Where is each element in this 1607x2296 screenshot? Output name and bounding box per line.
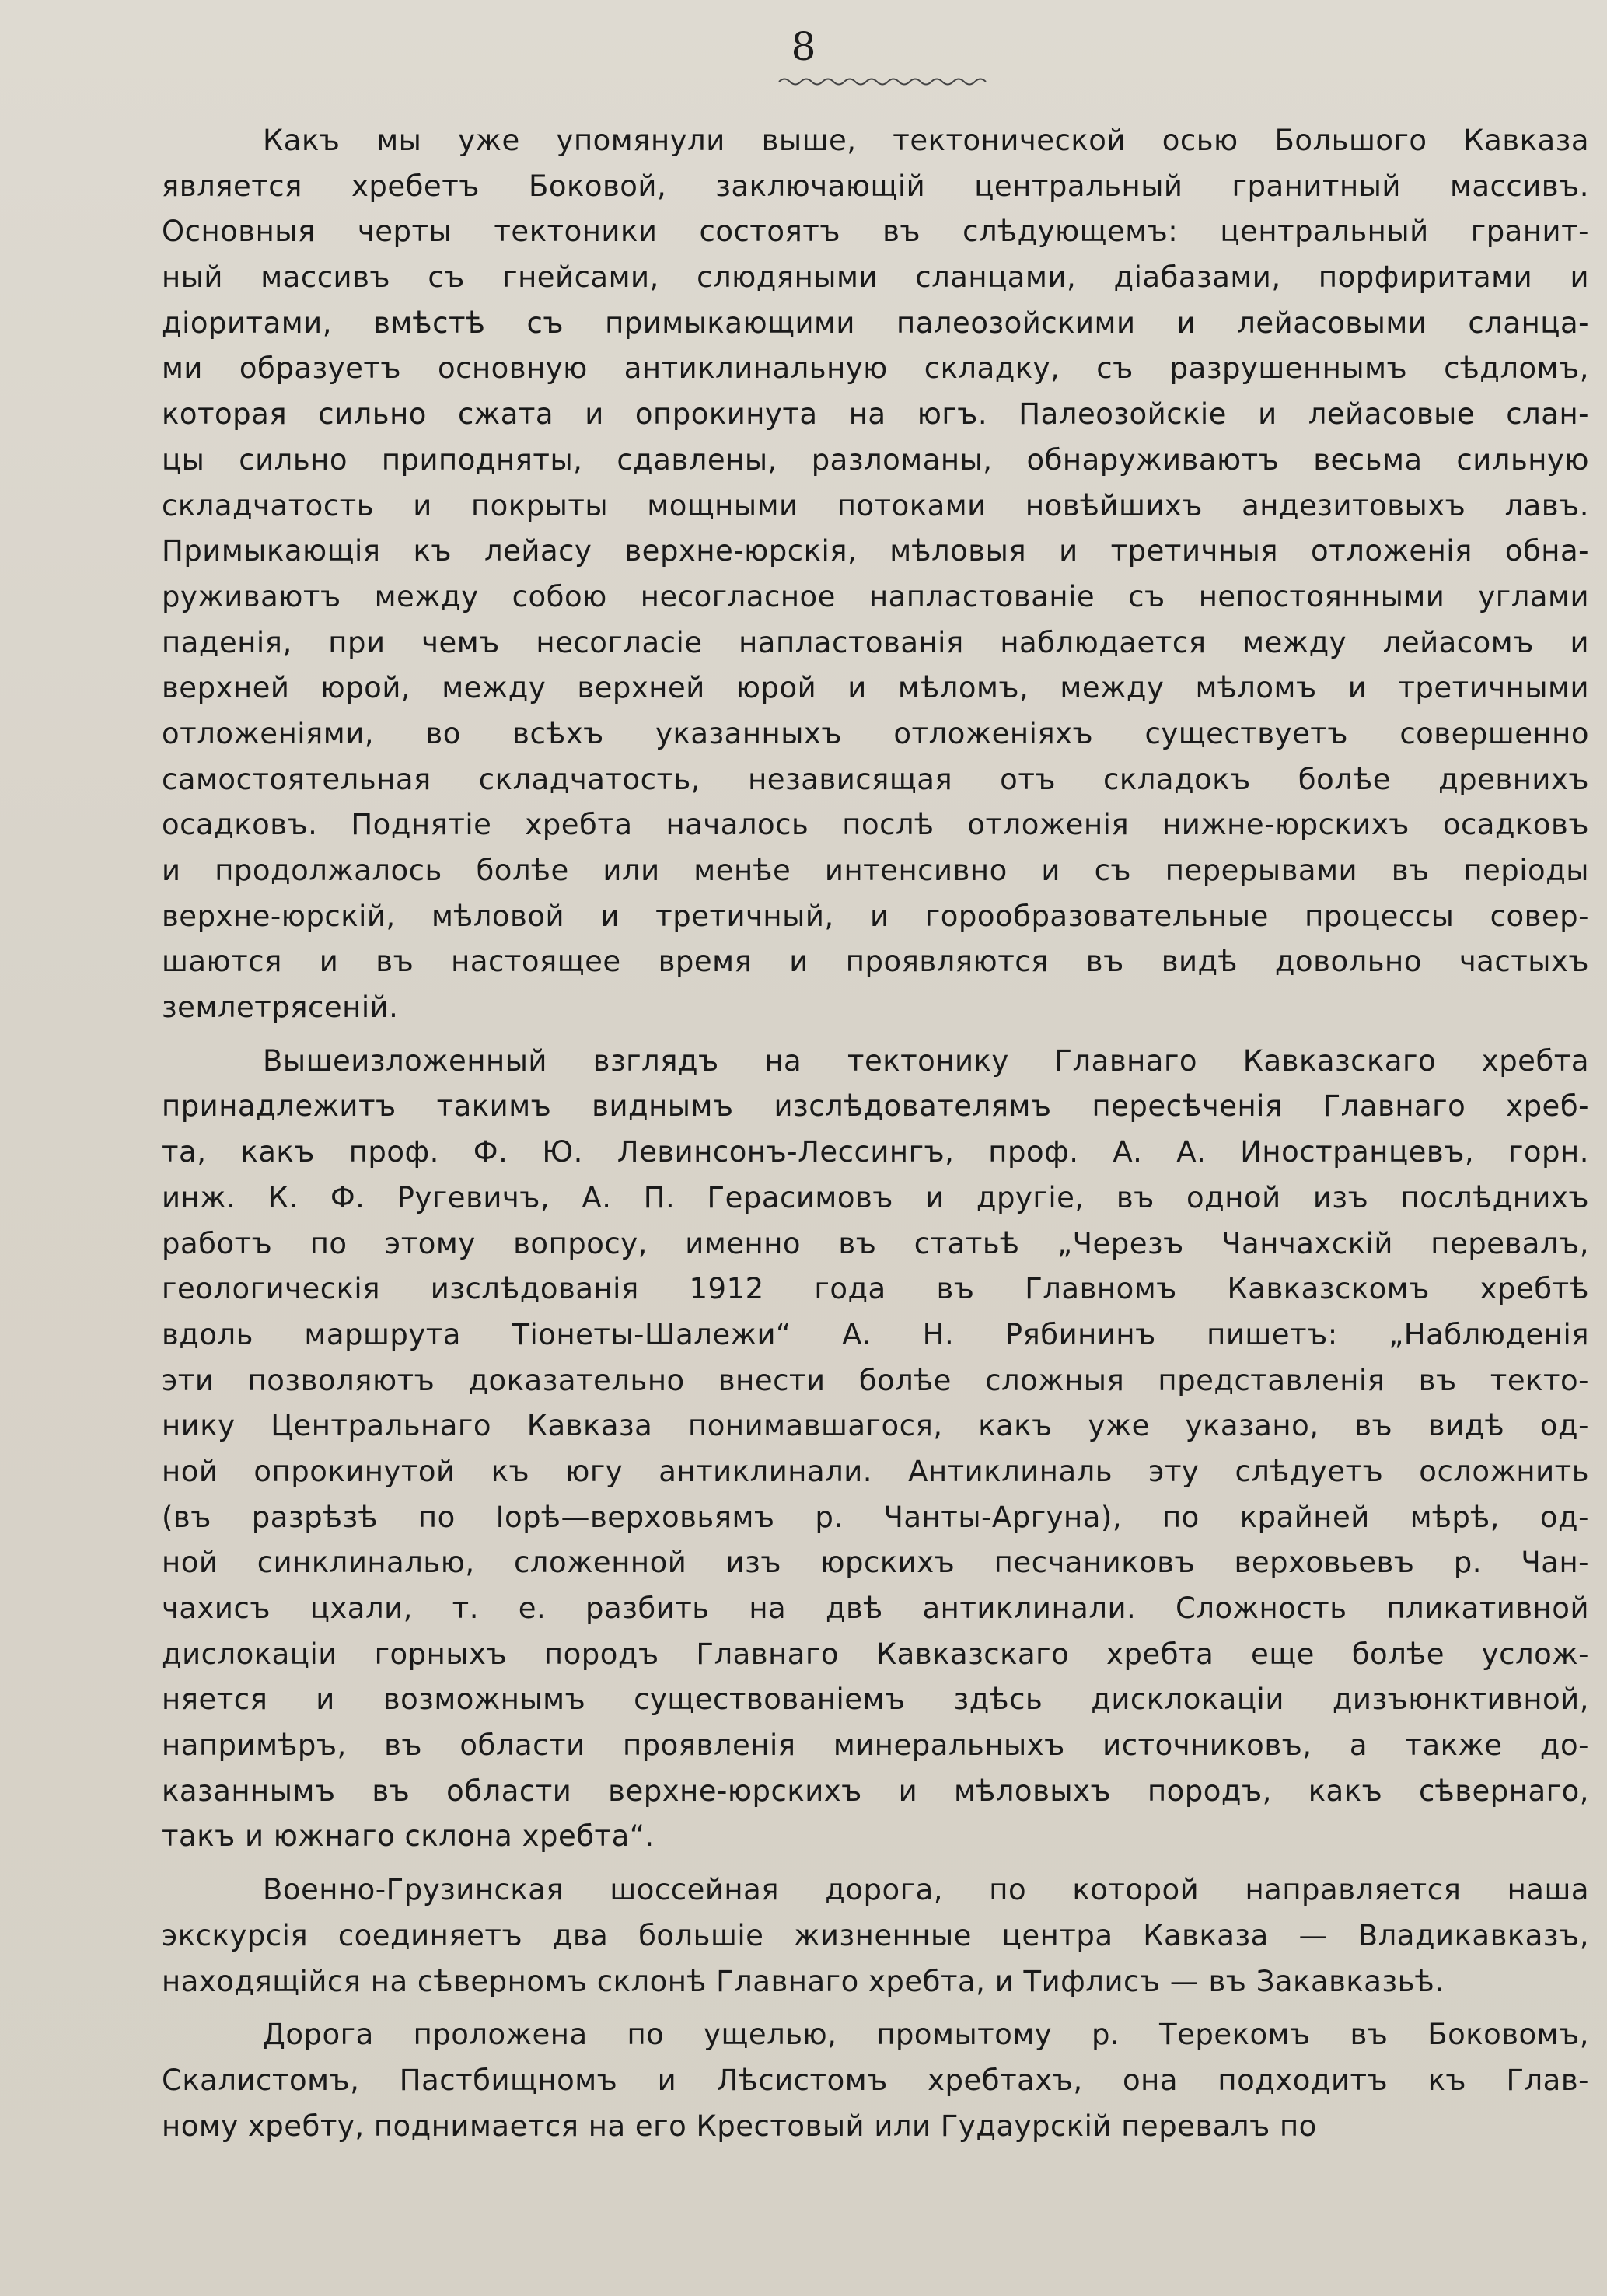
- text-line: такъ и южнаго склона хребта“.: [162, 1819, 655, 1854]
- text-line: ной опрокинутой къ югу антиклинали. Антиклиналь эту слѣдуетъ осложнить: [162, 1454, 1589, 1488]
- text-line: (въ разрѣзѣ по Іорѣ—верховьямъ р. Чанты-Аргуна), по крайней мѣрѣ, од-: [162, 1500, 1589, 1534]
- text-line: Скалистомъ, Пастбищномъ и Лѣсистомъ хребтахъ, она подходитъ къ Глав-: [162, 2063, 1589, 2097]
- text-line: Какъ мы уже упомянули выше, тектонической осью Большого Кавказа: [263, 124, 1589, 157]
- page-number: 8: [791, 24, 816, 69]
- text-line: работъ по этому вопросу, именно въ статьѣ „Черезъ Чанчахскій перевалъ,: [162, 1226, 1589, 1260]
- text-line: инж. К. Ф. Ругевичъ, А. П. Герасимовъ и другіе, въ одной изъ послѣднихъ: [162, 1180, 1589, 1214]
- paragraph-gap: [162, 1860, 1589, 1868]
- text-line: эти позволяютъ доказательно внести болѣе сложныя представленія въ текто-: [162, 1363, 1589, 1397]
- text-line: является хребетъ Боковой, заключающій центральный гранитный массивъ.: [162, 169, 1589, 203]
- text-line: цы сильно приподняты, сдавлены, разломаны, обнаруживаютъ весьма сильную: [162, 442, 1589, 477]
- text-line: самостоятельная складчатость, независящая отъ складокъ болѣе древнихъ: [162, 762, 1589, 796]
- paragraph: [162, 1868, 1589, 2004]
- text-line: чахисъ цхали, т. е. разбить на двѣ антиклинали. Сложность пликативной: [162, 1592, 1589, 1625]
- text-line: Дорога проложена по ущелью, промытому р. Терекомъ въ Боковомъ,: [263, 2018, 1589, 2052]
- text-line: принадлежитъ такимъ виднымъ изслѣдователямъ пересѣченія Главнаго хреб-: [162, 1089, 1589, 1124]
- text-line: верхне-юрскій, мѣловой и третичный, и горообразовательные процессы совер-: [162, 899, 1589, 933]
- text-line: казаннымъ въ области верхне-юрскихъ и мѣловыхъ породъ, какъ сѣвернаго,: [162, 1774, 1589, 1808]
- text-line: дислокаціи горныхъ породъ Главнаго Кавказскаго хребта еще болѣе услож-: [162, 1637, 1589, 1671]
- paragraph: [162, 118, 1589, 1031]
- text-line: которая сильно сжата и опрокинута на югъ. Палеозойскіе и лейасовые слан-: [162, 397, 1589, 432]
- text-line: паденія, при чемъ несогласіе напластованія наблюдается между лейасомъ и: [162, 625, 1589, 659]
- text-line: Военно-Грузинская шоссейная дорога, по которой направляется наша: [263, 1873, 1589, 1907]
- paragraph: [162, 1039, 1589, 1860]
- text-line: ному хребту, поднимается на его Крестовый или Гудаурскій перевалъ по: [162, 2109, 1317, 2143]
- text-line: руживаютъ между собою несогласное напластованіе съ непостоянными углами: [162, 579, 1589, 613]
- text-line: осадковъ. Поднятіе хребта началось послѣ отложенія нижне-юрскихъ осадковъ: [162, 808, 1589, 842]
- text-line: шаются и въ настоящее время и проявляются въ видѣ довольно частыхъ: [162, 945, 1589, 979]
- text-line: Примыкающія къ лейасу верхне-юрскія, мѣловыя и третичныя отложенія обна-: [162, 534, 1589, 568]
- text-line: няется и возможнымъ существованіемъ здѣсь дисклокаціи дизъюнктивной,: [162, 1683, 1589, 1717]
- text-line: вдоль маршрута Тіонеты-Шалежи“ А. Н. Рябининъ пишетъ: „Наблюденія: [162, 1317, 1589, 1351]
- paragraph-gap: [162, 2004, 1589, 2012]
- text-line: напримѣръ, въ области проявленія минеральныхъ источниковъ, а также до-: [162, 1728, 1589, 1763]
- paragraph-gap: [162, 1031, 1589, 1039]
- ornament-divider: [777, 75, 987, 87]
- text-line: и продолжалось болѣе или менѣе интенсивно и съ перерывами въ періоды: [162, 854, 1589, 887]
- text-line: верхней юрой, между верхней юрой и мѣломъ, между мѣломъ и третичными: [162, 671, 1589, 705]
- text-line: землетрясеній.: [162, 991, 399, 1025]
- text-line: геологическія изслѣдованія 1912 года въ Главномъ Кавказскомъ хребтѣ: [162, 1272, 1589, 1306]
- text-line: діоритами, вмѣстѣ съ примыкающими палеозойскими и лейасовыми сланца-: [162, 306, 1589, 340]
- text-line: ной синклиналью, сложенной изъ юрскихъ песчаниковъ верховьевъ р. Чан-: [162, 1546, 1589, 1580]
- text-line: нику Центральнаго Кавказа понимавшагося, какъ уже указано, въ видѣ од-: [162, 1409, 1589, 1443]
- body-text: [162, 118, 1589, 2149]
- text-line: экскурсія соединяетъ два большіе жизненные центра Кавказа — Владикавказъ,: [162, 1918, 1589, 1952]
- paragraph: [162, 2012, 1589, 2149]
- text-line: Основныя черты тектоники состоятъ въ слѣдующемъ: центральный гранит-: [162, 215, 1589, 249]
- text-line: ный массивъ съ гнейсами, слюдяными сланцами, діабазами, порфиритами и: [162, 260, 1589, 295]
- text-line: ми образуетъ основную антиклинальную складку, съ разрушеннымъ сѣдломъ,: [162, 351, 1589, 386]
- text-line: та, какъ проф. Ф. Ю. Левинсонъ-Лессингъ, проф. А. А. Иностранцевъ, горн.: [162, 1135, 1589, 1169]
- text-line: складчатость и покрыты мощными потоками новѣйшихъ андезитовыхъ лавъ.: [162, 488, 1589, 522]
- text-line: Вышеизложенный взглядъ на тектонику Главнаго Кавказскаго хребта: [263, 1043, 1589, 1078]
- text-line: отложеніями, во всѣхъ указанныхъ отложеніяхъ существуетъ совершенно: [162, 716, 1589, 750]
- text-line: находящійся на сѣверномъ склонѣ Главнаго хребта, и Тифлисъ — въ Закавказьѣ.: [162, 1964, 1445, 1998]
